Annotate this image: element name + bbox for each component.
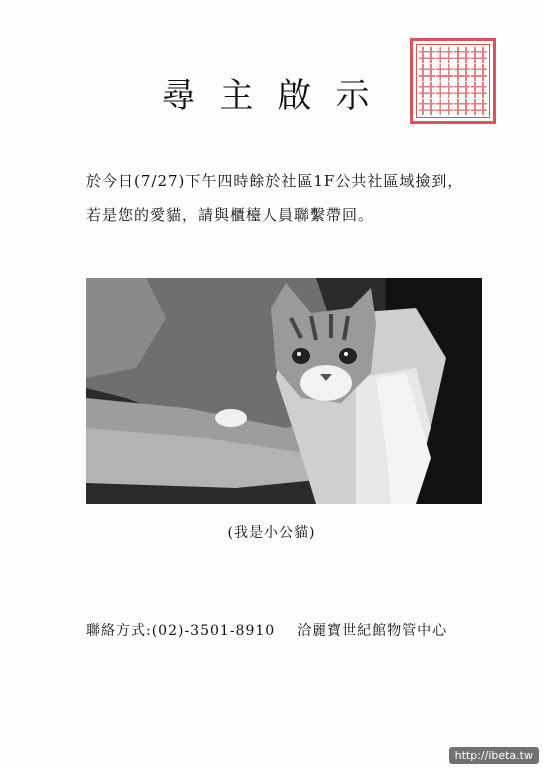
contact-organization: 洽麗寶世紀館物管中心 bbox=[297, 623, 448, 639]
contact-phone: 聯絡方式:(02)-3501-8910 bbox=[86, 623, 276, 639]
notice-body-line-2: 若是您的愛貓，請與櫃檯人員聯繫帶回。 bbox=[86, 206, 375, 224]
notice-body-line-1: 於今日(7/27)下午四時餘於社區1F公共社區域撿到， bbox=[86, 172, 464, 190]
watermark: http://ibeta.tw bbox=[449, 747, 539, 764]
cat-photo bbox=[86, 278, 482, 504]
contact-info bbox=[86, 620, 447, 640]
notice-title: 尋主啟示 bbox=[161, 76, 394, 116]
photo-caption: (我是小公貓) bbox=[227, 525, 316, 541]
